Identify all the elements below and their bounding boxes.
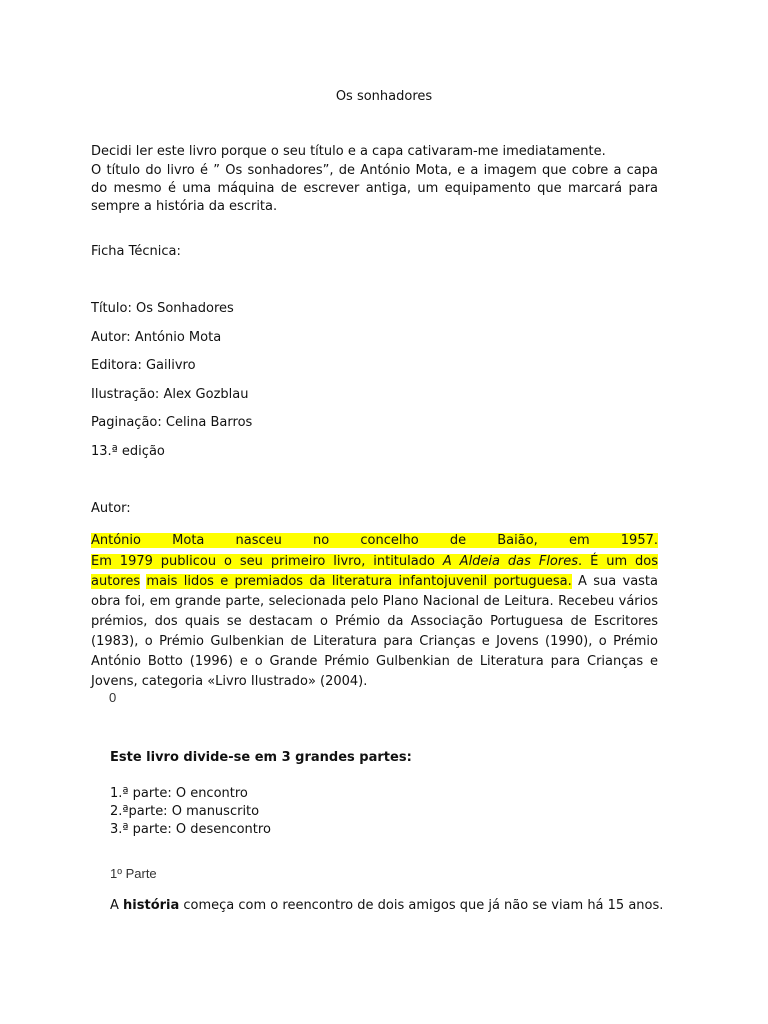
parte-item-1: 1.ª parte: O encontro: [110, 786, 248, 801]
parte-item-3: 3.ª parte: O desencontro: [110, 822, 271, 837]
intro-paragraph: O título do livro é ” Os sonhadores”, de António Mota, e a imagem que cobre a capa do mesmo é uma máquina de escrever antiga, um equipamento que marcará para sempre a história da escrita.: [91, 163, 658, 214]
stray-character: 0: [109, 690, 117, 705]
ficha-editora: Editora: Gailivro: [91, 358, 196, 373]
historia-suffix: começa com o reencontro de dois amigos que já não se viam há 15 anos.: [179, 898, 664, 913]
intro-line: Decidi ler este livro porque o seu título e a capa cativaram-me imediatamente.: [91, 144, 606, 159]
bio-highlight-2b: . É um dos autores: [91, 554, 659, 589]
historia-prefix: A: [110, 898, 124, 913]
ficha-ilustracao: Ilustração: Alex Gozblau: [91, 387, 249, 402]
ficha-autor: Autor: António Mota: [91, 330, 222, 345]
parte-item-2: 2.ªparte: O manuscrito: [110, 804, 260, 819]
bio-highlight-3: mais lidos e premiados da literatura infantojuvenil portuguesa.: [146, 574, 572, 589]
bio-highlight-2a: Em 1979 publicou o seu primeiro livro, intitulado: [91, 554, 443, 569]
bio-paragraph: [91, 552, 658, 692]
ficha-paginacao: Paginação: Celina Barros: [91, 415, 253, 430]
ficha-titulo: Título: Os Sonhadores: [91, 301, 234, 316]
bio-rest: A sua vasta obra foi, em grande parte, selecionada pelo Plano Nacional de Leitura. Recebeu vários prémios, dos quais se destacam o Prémio da Associação Portuguesa de Escritores (1983), o Prémio Gulbenkian de Literatura para Crianças e Jovens (1990), o Prémio António Botto (1996) e o Grande Prémio Gulbenkian de Literatura para Crianças e Jovens, categoria «Livro Ilustrado» (2004).: [91, 574, 658, 689]
bio-highlight-1: António Mota nasceu no concelho de Baião, em 1957.: [91, 533, 658, 548]
document-title: Os sonhadores: [335, 89, 433, 104]
autor-heading: Autor:: [91, 501, 131, 516]
bio-book-title: A Aldeia das Flores: [442, 554, 579, 569]
historia-bold-word: história: [123, 898, 180, 913]
bio-line-1: [91, 532, 658, 550]
ficha-edicao: 13.ª edição: [91, 444, 165, 459]
partes-heading: Este livro divide-se em 3 grandes partes:: [110, 750, 412, 765]
historia-line: [110, 898, 663, 913]
parte1-label: 1º Parte: [110, 866, 157, 881]
ficha-heading: Ficha Técnica:: [91, 244, 181, 259]
